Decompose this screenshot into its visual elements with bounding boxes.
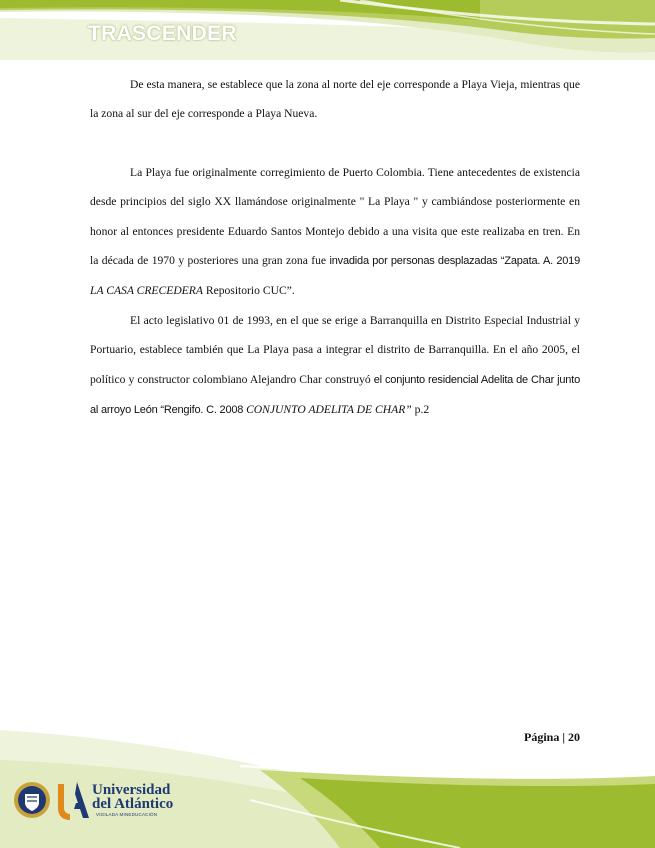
paragraph-3-citation-end: p.2: [411, 403, 430, 417]
paragraph-2-citation-end: Repositorio CUC”.: [202, 284, 295, 298]
document-body: [90, 70, 580, 425]
paragraph-2-text: La Playa fue originalmente corregimiento de Puerto Colombia. Tiene antecedentes de existencia desde principios del siglo XX llamándose originalmente " La Playa " y cambiándose posteriormente en honor al entonces presidente Eduardo Santos Montejo debido a una visita que este realizaba en tren. En la década de 1970 y posteriores una gran zona fue: [90, 165, 580, 268]
university-crest-icon: [12, 780, 52, 820]
paragraph-3-citation-title: CONJUNTO ADELITA DE CHAR”: [246, 403, 412, 417]
paragraph-3-citation: el conjunto residencial Adelita de Char junto al arroyo León “Rengifo. C. 2008: [90, 373, 580, 417]
paragraph-3: [90, 306, 580, 426]
page-number: Página | 20: [524, 730, 580, 744]
university-subtitle: VIGILADA MINEDUCACIÓN: [96, 812, 158, 817]
university-name: [92, 783, 173, 811]
paragraph-2: [90, 158, 580, 306]
paragraph-3-text: El acto legislativo 01 de 1993, en el que se erige a Barranquilla en Distrito Especial Industrial y Portuario, establece también que La Playa pasa a integrar el distrito de Barranquilla. En el año 2005, el político y constructor colombiano Alejandro Char construyó: [90, 313, 580, 386]
footer-band: [0, 700, 655, 848]
university-name-line1: Universidad: [92, 782, 171, 798]
university-logo-icon: [55, 780, 91, 820]
header-title: TRASCENDER: [88, 22, 237, 45]
paragraph-spacer: [90, 129, 580, 158]
university-name-line2: del Atlántico: [92, 796, 174, 812]
paragraph-2-citation: invadida por personas desplazadas “Zapata. A. 2019: [329, 255, 581, 268]
paragraph-2-citation-title: LA CASA CRECEDERA: [90, 284, 203, 298]
paragraph-1: De esta manera, se establece que la zona al norte del eje corresponde a Playa Vieja, mientras que la zona al sur del eje corresponde a Playa Nueva.: [90, 78, 580, 121]
